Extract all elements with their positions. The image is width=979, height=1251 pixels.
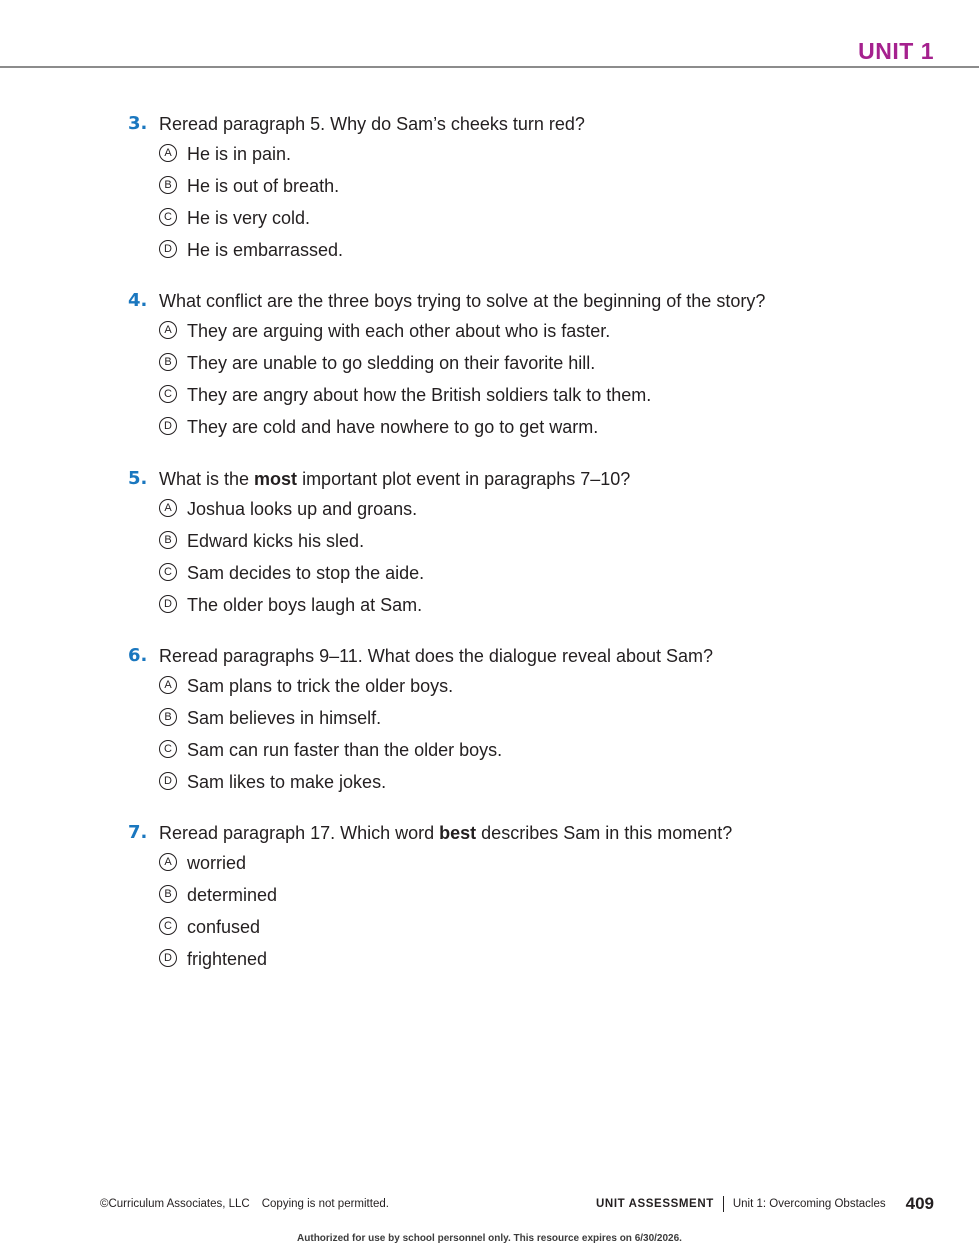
choice-bubble-a[interactable]: A [159,676,177,694]
question-prompt: Reread paragraph 5. Why do Sam’s cheeks turn red? [159,114,585,134]
choice-bubble-c[interactable]: C [159,208,177,226]
choice-text: He is very cold. [187,208,311,228]
page-number: 409 [905,1194,934,1213]
choice-text: frightened [187,949,268,969]
question-6 [128,645,928,803]
page-footer [0,1193,979,1217]
choice-text: The older boys laugh at Sam. [187,595,423,615]
choice-bubble-d[interactable]: D [159,240,177,258]
answer-choice-b[interactable] [128,352,928,384]
answer-choice-d[interactable] [128,239,928,271]
choice-text: confused [187,917,261,937]
footer-separator [723,1196,724,1212]
choice-bubble-a[interactable]: A [159,144,177,162]
choice-bubble-c[interactable]: C [159,385,177,403]
choice-bubble-a[interactable]: A [159,321,177,339]
choice-text: Sam likes to make jokes. [187,772,387,792]
answer-choice-d[interactable] [128,948,928,980]
header-divider [0,66,979,68]
choice-text: He is in pain. [187,144,292,164]
answer-choice-a[interactable] [128,675,928,707]
choice-bubble-a[interactable]: A [159,853,177,871]
question-prompt: What conflict are the three boys trying to solve at the beginning of the story? [159,291,766,311]
choice-text: He is embarrassed. [187,240,344,260]
choice-text: determined [187,885,278,905]
choice-bubble-b[interactable]: B [159,885,177,903]
answer-choice-b[interactable] [128,707,928,739]
choice-text: They are arguing with each other about who is faster. [187,321,611,341]
answer-choice-c[interactable] [128,207,928,239]
answer-choice-c[interactable] [128,916,928,948]
answer-choice-b[interactable] [128,530,928,562]
choice-bubble-c[interactable]: C [159,563,177,581]
unit-title: Unit 1: Overcoming Obstacles [732,1198,886,1210]
choice-bubble-d[interactable]: D [159,772,177,790]
answer-choice-c[interactable] [128,562,928,594]
question-number: 4. [128,290,148,311]
choice-text: He is out of breath. [187,176,340,196]
choice-text: Joshua looks up and groans. [187,499,418,519]
answer-choice-d[interactable] [128,416,928,448]
answer-choice-b[interactable] [128,884,928,916]
question-5 [128,468,928,626]
choice-bubble-c[interactable]: C [159,917,177,935]
footer-section-info [596,1193,934,1215]
choice-text: Sam can run faster than the older boys. [187,740,503,760]
answer-choice-a[interactable] [128,498,928,530]
choice-text: They are unable to go sledding on their favorite hill. [187,353,596,373]
unit-label: UNIT 1 [858,38,934,64]
choice-text: worried [187,853,247,873]
question-number: 3. [128,113,148,134]
copy-notice: Copying is not permitted. [261,1198,389,1210]
question-number: 7. [128,822,148,843]
footer-legal [100,1198,389,1210]
choice-bubble-d[interactable]: D [159,949,177,967]
choice-bubble-d[interactable]: D [159,595,177,613]
answer-choice-a[interactable] [128,320,928,352]
answer-choice-a[interactable] [128,143,928,175]
choice-bubble-a[interactable]: A [159,499,177,517]
question-number: 6. [128,645,148,666]
answer-choice-c[interactable] [128,739,928,771]
section-label: UNIT ASSESSMENT [596,1198,714,1210]
question-4 [128,290,928,448]
question-3 [128,113,928,271]
choice-bubble-c[interactable]: C [159,740,177,758]
question-prompt: Reread paragraphs 9–11. What does the dialogue reveal about Sam? [159,646,714,666]
choice-text: Edward kicks his sled. [187,531,365,551]
choice-text: Sam believes in himself. [187,708,382,728]
question-prompt: What is the most important plot event in paragraphs 7–10? [159,469,631,489]
choice-bubble-b[interactable]: B [159,176,177,194]
choice-bubble-b[interactable]: B [159,531,177,549]
authorization-notice: Authorized for use by school personnel only. This resource expires on 6/30/2026. [297,1233,682,1244]
answer-choice-d[interactable] [128,771,928,803]
choice-bubble-d[interactable]: D [159,417,177,435]
question-7 [128,822,928,980]
choice-text: They are angry about how the British soldiers talk to them. [187,385,652,405]
answer-choice-a[interactable] [128,852,928,884]
choice-bubble-b[interactable]: B [159,353,177,371]
answer-choice-b[interactable] [128,175,928,207]
answer-choice-d[interactable] [128,594,928,626]
choice-text: Sam decides to stop the aide. [187,563,425,583]
copyright-text: ©Curriculum Associates, LLC [100,1198,250,1210]
answer-choice-c[interactable] [128,384,928,416]
choice-text: Sam plans to trick the older boys. [187,676,454,696]
choice-bubble-b[interactable]: B [159,708,177,726]
question-prompt: Reread paragraph 17. Which word best describes Sam in this moment? [159,823,733,843]
question-number: 5. [128,468,148,489]
choice-text: They are cold and have nowhere to go to get warm. [187,417,599,437]
